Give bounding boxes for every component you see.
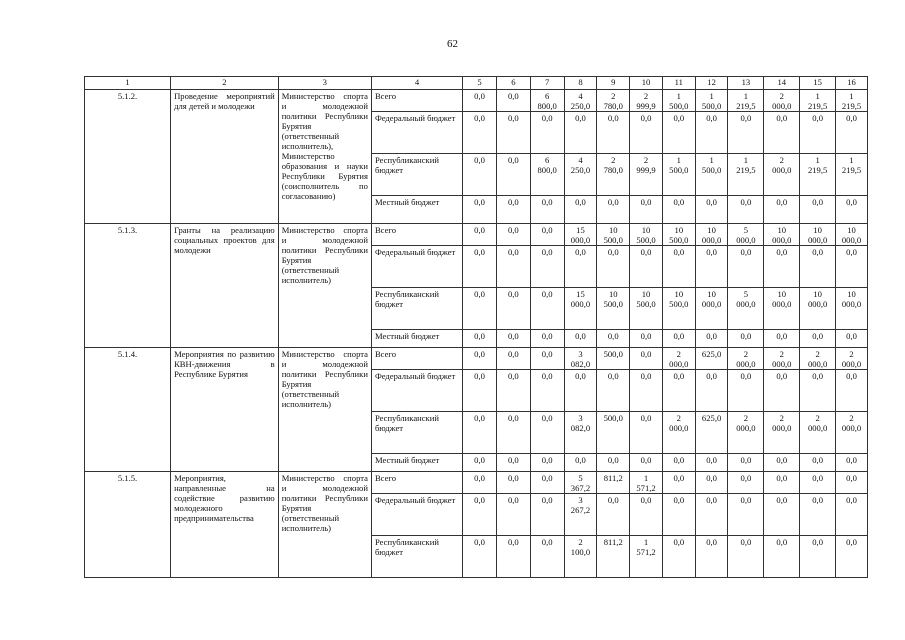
- amount-cell: 1 219,5: [728, 154, 764, 196]
- amount-cell: 0,0: [496, 196, 530, 224]
- amount-cell: 10 500,0: [597, 224, 630, 246]
- amount-cell: 0,0: [530, 246, 564, 288]
- funding-source: Местный бюджет: [371, 330, 462, 348]
- amount-cell: 0,0: [662, 112, 695, 154]
- amount-cell: 0,0: [695, 112, 728, 154]
- amount-cell: 0,0: [728, 494, 764, 536]
- amount-cell: 0,0: [836, 370, 868, 412]
- amount-cell: 0,0: [764, 330, 800, 348]
- measure-executor: Министерство спорта и молодежной политики Республики Бурятия (ответственный исполнитель): [278, 472, 371, 578]
- amount-cell: 0,0: [496, 288, 530, 330]
- amount-cell: 0,0: [530, 196, 564, 224]
- amount-cell: 0,0: [695, 494, 728, 536]
- amount-cell: 0,0: [695, 246, 728, 288]
- funding-source: Республиканский бюджет: [371, 288, 462, 330]
- amount-cell: 2 000,0: [800, 348, 836, 370]
- amount-cell: 0,0: [530, 330, 564, 348]
- amount-cell: 0,0: [463, 454, 497, 472]
- amount-cell: 0,0: [597, 370, 630, 412]
- amount-cell: 0,0: [662, 196, 695, 224]
- amount-cell: 0,0: [695, 330, 728, 348]
- amount-cell: 10 500,0: [662, 224, 695, 246]
- amount-cell: 0,0: [800, 472, 836, 494]
- funding-source: Республиканский бюджет: [371, 154, 462, 196]
- budget-table: [84, 76, 868, 578]
- measure-name: Проведение мероприятий для детей и молодежи: [171, 90, 279, 224]
- amount-cell: 0,0: [836, 454, 868, 472]
- amount-cell: 2 000,0: [728, 412, 764, 454]
- amount-cell: 10 500,0: [597, 288, 630, 330]
- amount-cell: 0,0: [564, 454, 597, 472]
- amount-cell: 0,0: [662, 454, 695, 472]
- amount-cell: 3 267,2: [564, 494, 597, 536]
- amount-cell: 2 000,0: [662, 348, 695, 370]
- amount-cell: 0,0: [836, 472, 868, 494]
- amount-cell: 0,0: [564, 246, 597, 288]
- column-header: 5: [463, 77, 497, 90]
- funding-source: Всего: [371, 472, 462, 494]
- amount-cell: 1 219,5: [800, 154, 836, 196]
- amount-cell: 0,0: [496, 370, 530, 412]
- funding-source: Республиканский бюджет: [371, 536, 462, 578]
- amount-cell: 2 000,0: [728, 348, 764, 370]
- amount-cell: 1 571,2: [630, 536, 663, 578]
- amount-cell: 0,0: [728, 370, 764, 412]
- column-header: 6: [496, 77, 530, 90]
- amount-cell: 0,0: [530, 412, 564, 454]
- amount-cell: 2 780,0: [597, 90, 630, 112]
- amount-cell: 0,0: [496, 454, 530, 472]
- amount-cell: 0,0: [597, 330, 630, 348]
- amount-cell: 0,0: [530, 288, 564, 330]
- amount-cell: 2 000,0: [764, 348, 800, 370]
- amount-cell: 1 500,0: [662, 154, 695, 196]
- column-header: 2: [171, 77, 279, 90]
- amount-cell: 0,0: [463, 90, 497, 112]
- column-header: 15: [800, 77, 836, 90]
- amount-cell: 811,2: [597, 472, 630, 494]
- amount-cell: 0,0: [662, 494, 695, 536]
- amount-cell: 3 082,0: [564, 412, 597, 454]
- amount-cell: 0,0: [800, 330, 836, 348]
- table-row: [85, 90, 868, 112]
- amount-cell: 0,0: [630, 412, 663, 454]
- amount-cell: 6 800,0: [530, 154, 564, 196]
- amount-cell: 10 000,0: [764, 288, 800, 330]
- amount-cell: 15 000,0: [564, 288, 597, 330]
- amount-cell: 10 000,0: [695, 288, 728, 330]
- column-header: 12: [695, 77, 728, 90]
- amount-cell: 0,0: [463, 330, 497, 348]
- amount-cell: 1 219,5: [800, 90, 836, 112]
- header-row: [85, 77, 868, 90]
- amount-cell: 0,0: [463, 154, 497, 196]
- funding-source: Всего: [371, 348, 462, 370]
- funding-source: Местный бюджет: [371, 454, 462, 472]
- amount-cell: 0,0: [836, 246, 868, 288]
- column-header: 14: [764, 77, 800, 90]
- measure-executor: Министерство спорта и молодежной политики Республики Бурятия (ответственный исполнитель): [278, 348, 371, 472]
- amount-cell: 811,2: [597, 536, 630, 578]
- amount-cell: 2 000,0: [764, 154, 800, 196]
- amount-cell: 0,0: [496, 330, 530, 348]
- column-header: 8: [564, 77, 597, 90]
- amount-cell: 6 800,0: [530, 90, 564, 112]
- amount-cell: 2 000,0: [764, 412, 800, 454]
- amount-cell: 0,0: [496, 112, 530, 154]
- page-number: 62: [447, 38, 458, 50]
- funding-source: Федеральный бюджет: [371, 246, 462, 288]
- amount-cell: 5 367,2: [564, 472, 597, 494]
- table-row: [85, 472, 868, 494]
- amount-cell: 5 000,0: [728, 224, 764, 246]
- amount-cell: 1 219,5: [728, 90, 764, 112]
- amount-cell: 0,0: [463, 246, 497, 288]
- amount-cell: 0,0: [764, 112, 800, 154]
- amount-cell: 0,0: [496, 412, 530, 454]
- amount-cell: 0,0: [764, 472, 800, 494]
- amount-cell: 0,0: [463, 370, 497, 412]
- amount-cell: 0,0: [496, 224, 530, 246]
- amount-cell: 0,0: [463, 224, 497, 246]
- amount-cell: 4 250,0: [564, 90, 597, 112]
- amount-cell: 0,0: [764, 536, 800, 578]
- amount-cell: 0,0: [463, 112, 497, 154]
- column-header: 3: [278, 77, 371, 90]
- amount-cell: 0,0: [630, 494, 663, 536]
- amount-cell: 0,0: [662, 246, 695, 288]
- funding-source: Федеральный бюджет: [371, 112, 462, 154]
- amount-cell: 0,0: [630, 348, 663, 370]
- amount-cell: 0,0: [764, 370, 800, 412]
- amount-cell: 0,0: [662, 536, 695, 578]
- measure-code: 5.1.5.: [85, 472, 171, 578]
- amount-cell: 625,0: [695, 348, 728, 370]
- amount-cell: 0,0: [463, 348, 497, 370]
- amount-cell: 0,0: [764, 246, 800, 288]
- amount-cell: 0,0: [496, 472, 530, 494]
- amount-cell: 0,0: [530, 112, 564, 154]
- amount-cell: 0,0: [463, 472, 497, 494]
- amount-cell: 500,0: [597, 348, 630, 370]
- amount-cell: 0,0: [530, 494, 564, 536]
- amount-cell: 1 500,0: [695, 154, 728, 196]
- amount-cell: 10 000,0: [836, 224, 868, 246]
- amount-cell: 0,0: [764, 494, 800, 536]
- amount-cell: 0,0: [728, 246, 764, 288]
- measure-code: 5.1.2.: [85, 90, 171, 224]
- column-header: 9: [597, 77, 630, 90]
- amount-cell: 10 500,0: [630, 288, 663, 330]
- amount-cell: 0,0: [496, 536, 530, 578]
- amount-cell: 0,0: [728, 472, 764, 494]
- amount-cell: 0,0: [463, 196, 497, 224]
- amount-cell: 0,0: [630, 370, 663, 412]
- amount-cell: 0,0: [496, 154, 530, 196]
- column-header: 16: [836, 77, 868, 90]
- amount-cell: 0,0: [836, 330, 868, 348]
- amount-cell: 0,0: [463, 536, 497, 578]
- amount-cell: 0,0: [630, 330, 663, 348]
- amount-cell: 625,0: [695, 412, 728, 454]
- amount-cell: 0,0: [800, 536, 836, 578]
- amount-cell: 0,0: [463, 494, 497, 536]
- amount-cell: 0,0: [564, 112, 597, 154]
- amount-cell: 0,0: [564, 330, 597, 348]
- amount-cell: 10 500,0: [630, 224, 663, 246]
- amount-cell: 0,0: [662, 330, 695, 348]
- amount-cell: 0,0: [597, 112, 630, 154]
- amount-cell: 0,0: [800, 494, 836, 536]
- amount-cell: 0,0: [800, 196, 836, 224]
- amount-cell: 0,0: [728, 112, 764, 154]
- amount-cell: 0,0: [496, 90, 530, 112]
- amount-cell: 0,0: [463, 288, 497, 330]
- amount-cell: 0,0: [728, 454, 764, 472]
- amount-cell: 3 082,0: [564, 348, 597, 370]
- amount-cell: 2 000,0: [764, 90, 800, 112]
- amount-cell: 0,0: [800, 112, 836, 154]
- amount-cell: 10 000,0: [836, 288, 868, 330]
- amount-cell: 0,0: [630, 112, 663, 154]
- amount-cell: 0,0: [630, 454, 663, 472]
- amount-cell: 0,0: [800, 454, 836, 472]
- measure-code: 5.1.3.: [85, 224, 171, 348]
- column-header: 10: [630, 77, 663, 90]
- amount-cell: 2 000,0: [836, 348, 868, 370]
- funding-source: Всего: [371, 224, 462, 246]
- amount-cell: 2 000,0: [662, 412, 695, 454]
- measure-name: Гранты на реализацию социальных проектов для молодежи: [171, 224, 279, 348]
- amount-cell: 0,0: [530, 348, 564, 370]
- amount-cell: 1 571,2: [630, 472, 663, 494]
- amount-cell: 0,0: [836, 112, 868, 154]
- amount-cell: 0,0: [496, 246, 530, 288]
- amount-cell: 0,0: [530, 536, 564, 578]
- amount-cell: 0,0: [463, 412, 497, 454]
- measure-name: Мероприятия по развитию КВН-движения в Республике Бурятия: [171, 348, 279, 472]
- funding-source: Всего: [371, 90, 462, 112]
- amount-cell: 5 000,0: [728, 288, 764, 330]
- amount-cell: 0,0: [630, 246, 663, 288]
- amount-cell: 0,0: [728, 330, 764, 348]
- amount-cell: 0,0: [836, 494, 868, 536]
- column-header: 13: [728, 77, 764, 90]
- amount-cell: 1 500,0: [695, 90, 728, 112]
- amount-cell: 0,0: [530, 370, 564, 412]
- amount-cell: 10 000,0: [764, 224, 800, 246]
- amount-cell: 0,0: [695, 196, 728, 224]
- measure-executor: Министерство спорта и молодежной политики Республики Бурятия (ответственный исполнитель): [278, 224, 371, 348]
- amount-cell: 0,0: [695, 536, 728, 578]
- amount-cell: 0,0: [728, 536, 764, 578]
- amount-cell: 10 000,0: [800, 288, 836, 330]
- funding-source: Республиканский бюджет: [371, 412, 462, 454]
- amount-cell: 0,0: [630, 196, 663, 224]
- amount-cell: 0,0: [597, 454, 630, 472]
- amount-cell: 0,0: [597, 494, 630, 536]
- column-header: 4: [371, 77, 462, 90]
- amount-cell: 0,0: [662, 370, 695, 412]
- amount-cell: 2 780,0: [597, 154, 630, 196]
- amount-cell: 0,0: [764, 454, 800, 472]
- column-header: 7: [530, 77, 564, 90]
- amount-cell: 0,0: [836, 196, 868, 224]
- amount-cell: 0,0: [800, 370, 836, 412]
- amount-cell: 10 000,0: [800, 224, 836, 246]
- amount-cell: 0,0: [728, 196, 764, 224]
- amount-cell: 10 500,0: [662, 288, 695, 330]
- column-header: 1: [85, 77, 171, 90]
- table-row: [85, 348, 868, 370]
- amount-cell: 0,0: [695, 370, 728, 412]
- amount-cell: 2 000,0: [800, 412, 836, 454]
- amount-cell: 0,0: [496, 348, 530, 370]
- funding-source: Местный бюджет: [371, 196, 462, 224]
- amount-cell: 2 999,9: [630, 154, 663, 196]
- amount-cell: 0,0: [530, 472, 564, 494]
- amount-cell: 0,0: [764, 196, 800, 224]
- amount-cell: 4 250,0: [564, 154, 597, 196]
- amount-cell: 1 219,5: [836, 90, 868, 112]
- amount-cell: 0,0: [836, 536, 868, 578]
- amount-cell: 0,0: [800, 246, 836, 288]
- amount-cell: 15 000,0: [564, 224, 597, 246]
- amount-cell: 0,0: [597, 196, 630, 224]
- amount-cell: 0,0: [564, 196, 597, 224]
- amount-cell: 0,0: [564, 370, 597, 412]
- amount-cell: 0,0: [496, 494, 530, 536]
- measure-code: 5.1.4.: [85, 348, 171, 472]
- amount-cell: 1 500,0: [662, 90, 695, 112]
- amount-cell: 2 100,0: [564, 536, 597, 578]
- amount-cell: 0,0: [530, 224, 564, 246]
- column-header: 11: [662, 77, 695, 90]
- amount-cell: 0,0: [695, 472, 728, 494]
- amount-cell: 1 219,5: [836, 154, 868, 196]
- funding-source: Федеральный бюджет: [371, 494, 462, 536]
- measure-executor: Министерство спорта и молодежной политики Республики Бурятия (ответственный исполнитель), Министерство образования и науки Республики Бурятия (соисполнитель по согласованию): [278, 90, 371, 224]
- amount-cell: 500,0: [597, 412, 630, 454]
- amount-cell: 0,0: [695, 454, 728, 472]
- amount-cell: 0,0: [597, 246, 630, 288]
- amount-cell: 0,0: [530, 454, 564, 472]
- table-row: [85, 224, 868, 246]
- amount-cell: 2 999,9: [630, 90, 663, 112]
- measure-name: Мероприятия, направленные на содействие развитию молодежного предпринимательства: [171, 472, 279, 578]
- funding-source: Федеральный бюджет: [371, 370, 462, 412]
- amount-cell: 0,0: [662, 472, 695, 494]
- amount-cell: 10 000,0: [695, 224, 728, 246]
- amount-cell: 2 000,0: [836, 412, 868, 454]
